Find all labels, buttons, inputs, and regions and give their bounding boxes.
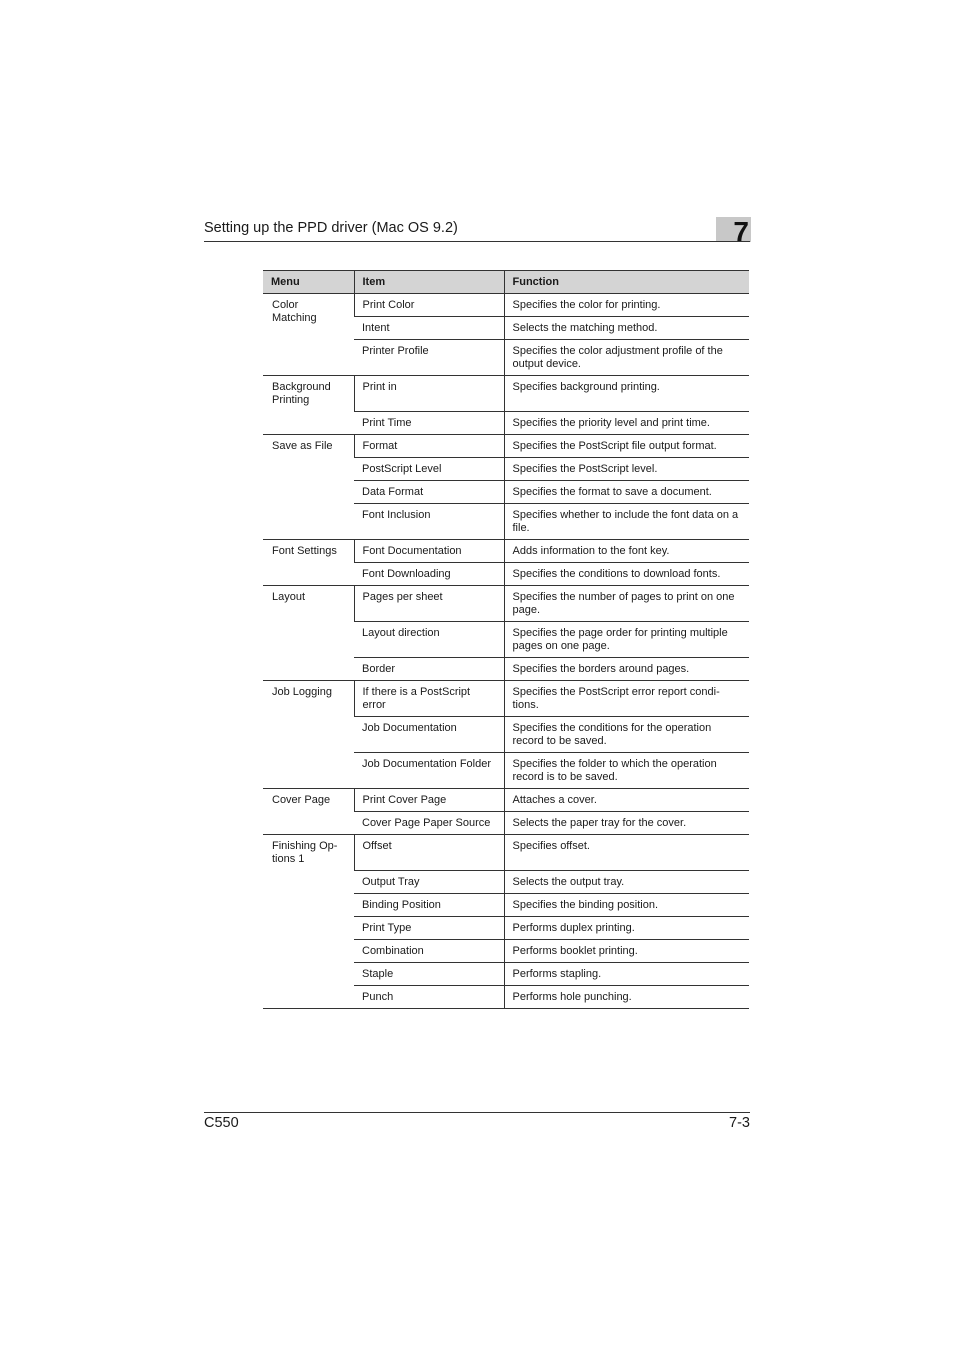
menu-cell: Cover Page bbox=[263, 789, 354, 835]
item-cell: Font Documentation bbox=[354, 540, 504, 563]
item-cell: Print Cover Page bbox=[354, 789, 504, 812]
function-cell: Specifies the PostScript level. bbox=[504, 458, 749, 481]
item-cell: Job Documentation bbox=[354, 717, 504, 753]
item-cell: PostScript Level bbox=[354, 458, 504, 481]
function-cell: Specifies whether to include the font data on a file. bbox=[504, 504, 749, 540]
menu-cell: Font Settings bbox=[263, 540, 354, 586]
item-cell: Print Type bbox=[354, 917, 504, 940]
function-cell: Specifies the page order for printing multiple pages on one page. bbox=[504, 622, 749, 658]
function-cell: Specifies the color for printing. bbox=[504, 294, 749, 317]
function-cell: Specifies the borders around pages. bbox=[504, 658, 749, 681]
menu-cell: Background Printing bbox=[263, 376, 354, 435]
column-header-item: Item bbox=[354, 271, 504, 294]
table-row bbox=[263, 835, 749, 871]
function-cell: Performs hole punching. bbox=[504, 986, 749, 1009]
table-row bbox=[263, 586, 749, 622]
item-cell: Printer Profile bbox=[354, 340, 504, 376]
item-cell: If there is a PostScript error bbox=[354, 681, 504, 717]
table-row bbox=[263, 435, 749, 458]
function-cell: Specifies offset. bbox=[504, 835, 749, 871]
item-cell: Data Format bbox=[354, 481, 504, 504]
function-cell: Specifies the PostScript error report condi-tions. bbox=[504, 681, 749, 717]
table-body bbox=[263, 294, 749, 1009]
footer-model: C550 bbox=[204, 1115, 239, 1131]
table-header-row bbox=[263, 271, 749, 294]
item-cell: Offset bbox=[354, 835, 504, 871]
footer-page-number: 7-3 bbox=[729, 1115, 750, 1131]
page-title: Setting up the PPD driver (Mac OS 9.2) bbox=[204, 220, 458, 236]
menu-cell: Color Matching bbox=[263, 294, 354, 376]
function-cell: Adds information to the font key. bbox=[504, 540, 749, 563]
item-cell: Intent bbox=[354, 317, 504, 340]
function-cell: Specifies the conditions to download fonts. bbox=[504, 563, 749, 586]
item-cell: Print Color bbox=[354, 294, 504, 317]
function-cell: Selects the output tray. bbox=[504, 871, 749, 894]
function-cell: Selects the paper tray for the cover. bbox=[504, 812, 749, 835]
chapter-number: 7 bbox=[733, 216, 749, 247]
chapter-tab bbox=[716, 216, 751, 247]
function-cell: Attaches a cover. bbox=[504, 789, 749, 812]
item-cell: Punch bbox=[354, 986, 504, 1009]
item-cell: Print Time bbox=[354, 412, 504, 435]
item-cell: Layout direction bbox=[354, 622, 504, 658]
function-cell: Specifies the binding position. bbox=[504, 894, 749, 917]
table-row bbox=[263, 681, 749, 717]
item-cell: Font Inclusion bbox=[354, 504, 504, 540]
column-header-menu: Menu bbox=[263, 271, 354, 294]
function-cell: Specifies the folder to which the operation record is to be saved. bbox=[504, 753, 749, 789]
settings-table bbox=[263, 270, 749, 1009]
menu-cell: Job Logging bbox=[263, 681, 354, 789]
item-cell: Font Downloading bbox=[354, 563, 504, 586]
function-cell: Specifies the color adjustment profile of the output device. bbox=[504, 340, 749, 376]
item-cell: Format bbox=[354, 435, 504, 458]
header-divider bbox=[204, 241, 750, 242]
function-cell: Specifies the PostScript file output format. bbox=[504, 435, 749, 458]
column-header-function: Function bbox=[504, 271, 749, 294]
item-cell: Cover Page Paper Source bbox=[354, 812, 504, 835]
function-cell: Specifies the priority level and print time. bbox=[504, 412, 749, 435]
function-cell: Performs duplex printing. bbox=[504, 917, 749, 940]
item-cell: Staple bbox=[354, 963, 504, 986]
function-cell: Specifies the conditions for the operation record to be saved. bbox=[504, 717, 749, 753]
item-cell: Combination bbox=[354, 940, 504, 963]
function-cell: Selects the matching method. bbox=[504, 317, 749, 340]
function-cell: Specifies the number of pages to print on one page. bbox=[504, 586, 749, 622]
item-cell: Pages per sheet bbox=[354, 586, 504, 622]
table-row bbox=[263, 294, 749, 317]
function-cell: Specifies background printing. bbox=[504, 376, 749, 412]
function-cell: Performs booklet printing. bbox=[504, 940, 749, 963]
item-cell: Job Documentation Folder bbox=[354, 753, 504, 789]
function-cell: Performs stapling. bbox=[504, 963, 749, 986]
menu-cell: Layout bbox=[263, 586, 354, 681]
item-cell: Output Tray bbox=[354, 871, 504, 894]
table-row bbox=[263, 540, 749, 563]
table-row bbox=[263, 376, 749, 412]
item-cell: Binding Position bbox=[354, 894, 504, 917]
item-cell: Border bbox=[354, 658, 504, 681]
function-cell: Specifies the format to save a document. bbox=[504, 481, 749, 504]
footer-divider bbox=[204, 1112, 750, 1113]
menu-cell: Save as File bbox=[263, 435, 354, 540]
table-row bbox=[263, 789, 749, 812]
item-cell: Print in bbox=[354, 376, 504, 412]
menu-cell: Finishing Op-tions 1 bbox=[263, 835, 354, 1009]
